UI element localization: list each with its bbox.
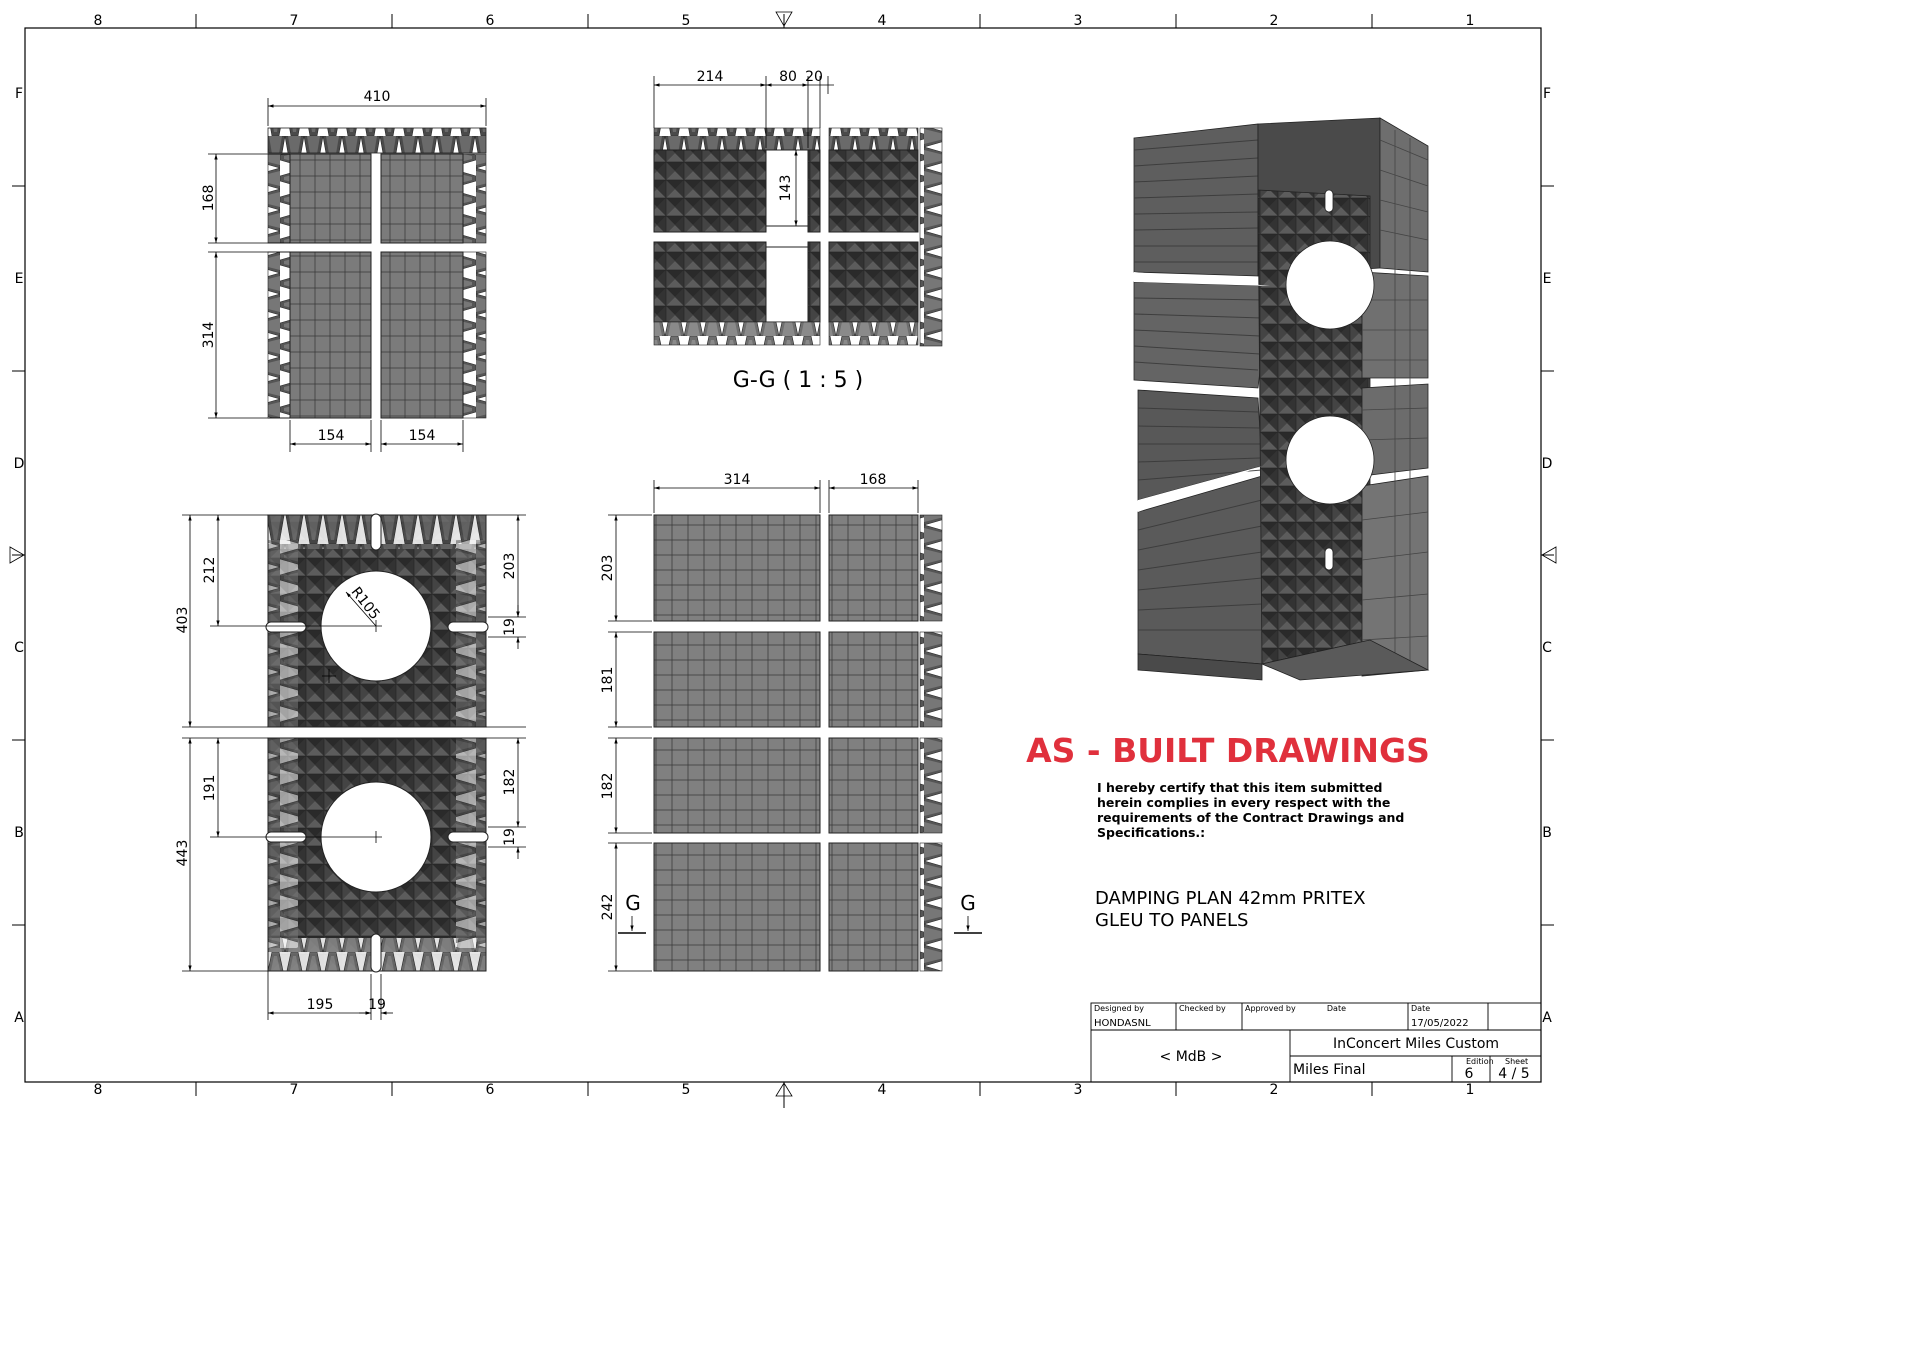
tb-project: InConcert Miles Custom xyxy=(1332,1036,1500,1052)
tb-company: < MdB > xyxy=(1159,1049,1223,1065)
col-label: 2 xyxy=(1269,13,1279,29)
col-label: 4 xyxy=(877,13,887,29)
view-bottom-middle xyxy=(600,472,982,971)
tb-label: Checked by xyxy=(1179,1004,1226,1013)
row-label: A xyxy=(1542,1010,1552,1026)
dim-label: 168 xyxy=(859,472,887,488)
col-label: 5 xyxy=(681,13,691,29)
tb-sheet: 4 / 5 xyxy=(1498,1066,1530,1082)
dim-label: 443 xyxy=(175,839,191,867)
dim-label: 403 xyxy=(175,606,191,634)
col-label: 1 xyxy=(1465,1082,1475,1098)
row-label: D xyxy=(1541,456,1553,472)
dim-label: 214 xyxy=(696,69,724,85)
stamp-line: I hereby certify that this item submitted xyxy=(1097,780,1383,795)
dim-label: 314 xyxy=(723,472,751,488)
stamp-title: AS - BUILT DRAWINGS xyxy=(1026,731,1430,770)
dim-label: 203 xyxy=(600,554,616,582)
dim-label: 19 xyxy=(502,828,518,846)
row-label: A xyxy=(14,1010,24,1026)
cut-marker: G xyxy=(625,891,641,915)
dim-label: 191 xyxy=(202,774,218,802)
col-label: 5 xyxy=(681,1082,691,1098)
isometric-enclosure xyxy=(1134,118,1428,680)
dim-label: 154 xyxy=(317,428,345,444)
row-label: F xyxy=(14,86,24,102)
dim-label: 80 xyxy=(779,69,797,85)
col-label: 7 xyxy=(289,1082,299,1098)
cut-marker: G xyxy=(960,891,976,915)
tb-label: Date xyxy=(1326,1004,1346,1013)
col-label: 6 xyxy=(485,13,495,29)
note-line: DAMPING PLAN 42mm PRITEX xyxy=(1095,888,1366,909)
tb-designer: HONDASNL xyxy=(1094,1018,1151,1029)
dim-label: 168 xyxy=(201,184,217,212)
col-label: 8 xyxy=(93,1082,103,1098)
col-label: 7 xyxy=(289,13,299,29)
tb-part: Miles Final xyxy=(1293,1062,1366,1078)
title-block xyxy=(1091,1003,1541,1082)
row-label: D xyxy=(13,456,25,472)
view-bottom-left xyxy=(175,514,526,1020)
tb-label: Approved by xyxy=(1245,1004,1296,1013)
col-label: 6 xyxy=(485,1082,495,1098)
row-label: E xyxy=(14,271,24,287)
tb-edition: 6 xyxy=(1464,1066,1474,1082)
dim-label: 314 xyxy=(201,321,217,349)
tb-label: Date xyxy=(1411,1004,1431,1013)
row-label: F xyxy=(1542,86,1552,102)
tb-date: 17/05/2022 xyxy=(1411,1018,1469,1029)
row-label: B xyxy=(14,825,24,841)
dim-label: 143 xyxy=(778,174,794,202)
row-label: C xyxy=(1542,640,1552,656)
col-label: 1 xyxy=(1465,13,1475,29)
as-built-stamp xyxy=(1026,731,1430,840)
stamp-line: Specifications.: xyxy=(1097,825,1206,840)
tb-label: Edition xyxy=(1466,1057,1494,1066)
note-line: GLEU TO PANELS xyxy=(1095,910,1249,931)
dim-label: 19 xyxy=(368,997,386,1013)
dim-label: 195 xyxy=(306,997,334,1013)
radius-label: R105 xyxy=(347,584,383,623)
dim-label: 19 xyxy=(502,618,518,636)
view-top-left xyxy=(201,89,486,452)
section-label: G-G ( 1 : 5 ) xyxy=(732,368,864,393)
dim-label: 154 xyxy=(408,428,436,444)
col-label: 3 xyxy=(1073,1082,1083,1098)
stamp-line: herein complies in every respect with the xyxy=(1097,795,1391,810)
dim-label: 181 xyxy=(600,666,616,694)
damping-note xyxy=(1095,888,1366,931)
dim-label: 182 xyxy=(502,768,518,796)
dim-label: 410 xyxy=(363,89,391,105)
tb-label: Designed by xyxy=(1094,1004,1144,1013)
dim-label: 203 xyxy=(502,552,518,580)
dim-label: 182 xyxy=(600,772,616,800)
col-label: 4 xyxy=(877,1082,887,1098)
dim-label: 242 xyxy=(600,893,616,921)
stamp-line: requirements of the Contract Drawings and xyxy=(1097,810,1405,825)
row-label: E xyxy=(1542,271,1552,287)
view-section-gg xyxy=(654,69,942,393)
row-label: C xyxy=(14,640,24,656)
col-label: 8 xyxy=(93,13,103,29)
tb-label: Sheet xyxy=(1505,1057,1529,1066)
col-label: 3 xyxy=(1073,13,1083,29)
dim-label: 212 xyxy=(202,556,218,584)
row-label: B xyxy=(1542,825,1552,841)
col-label: 2 xyxy=(1269,1082,1279,1098)
dim-label: 20 xyxy=(805,69,823,85)
